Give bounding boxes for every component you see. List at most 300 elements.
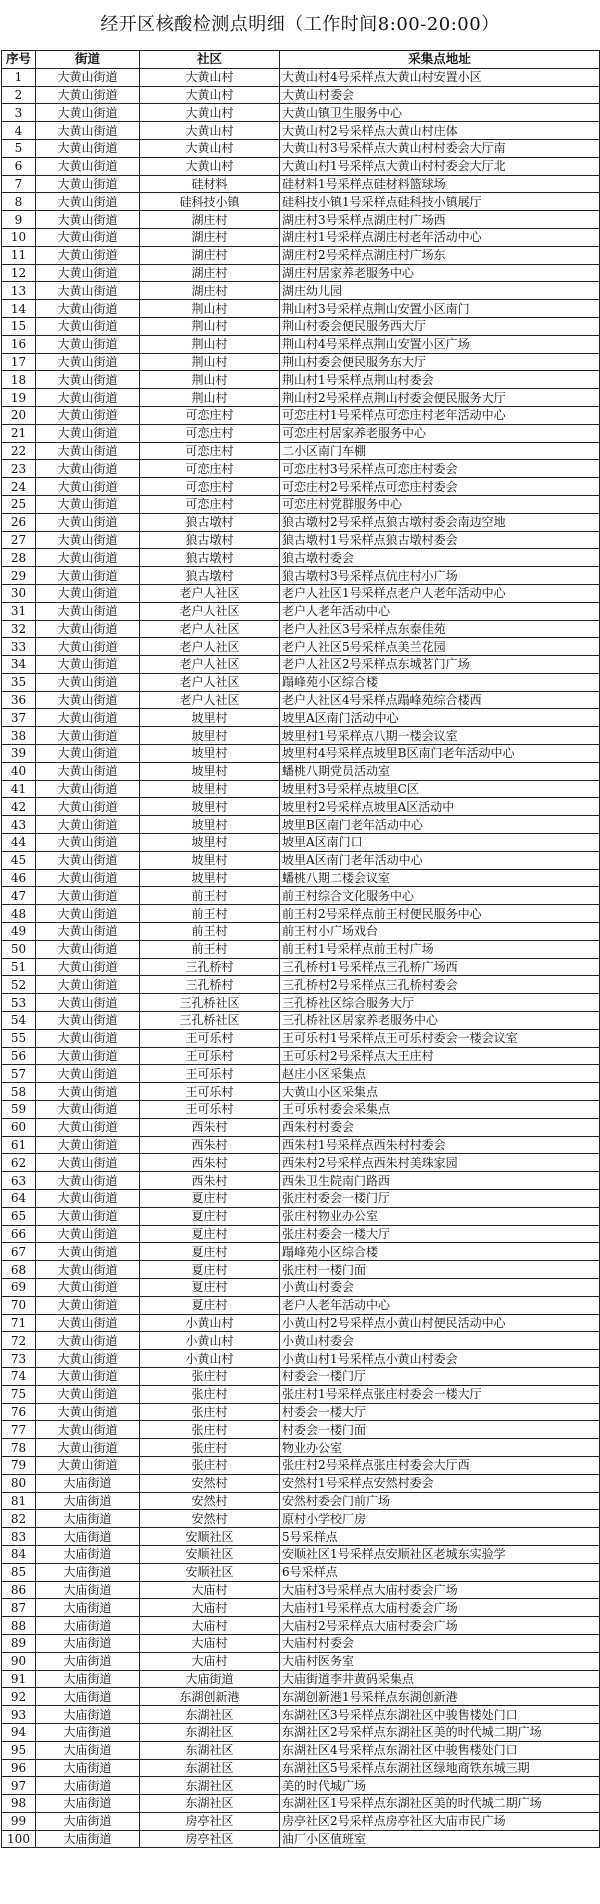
row-street: 大黄山街道 bbox=[36, 905, 140, 923]
row-community: 三孔桥社区 bbox=[140, 994, 280, 1012]
row-index: 20 bbox=[2, 406, 36, 424]
row-community: 前王村 bbox=[140, 887, 280, 905]
row-address: 张庄村物业办公室 bbox=[280, 1207, 600, 1225]
row-street: 大庙街道 bbox=[36, 1545, 140, 1563]
row-address: 小黄山村委会 bbox=[280, 1332, 600, 1350]
row-street: 大黄山街道 bbox=[36, 1154, 140, 1172]
row-street: 大黄山街道 bbox=[36, 1136, 140, 1154]
row-address: 安然村委会门前广场 bbox=[280, 1492, 600, 1510]
row-community: 大黄山村 bbox=[140, 122, 280, 140]
row-index: 5 bbox=[2, 139, 36, 157]
row-address: 三孔桥村2号采样点三孔桥村委会 bbox=[280, 976, 600, 994]
row-community: 安顺社区 bbox=[140, 1528, 280, 1546]
row-street: 大黄山街道 bbox=[36, 923, 140, 941]
table-row bbox=[2, 228, 600, 246]
row-street: 大黄山街道 bbox=[36, 1314, 140, 1332]
row-address: 狼古墩村3号采样点伉庄村小广场 bbox=[280, 567, 600, 585]
row-address: 东湖社区1号采样点东湖社区美的时代城二期广场 bbox=[280, 1795, 600, 1813]
row-index: 67 bbox=[2, 1243, 36, 1261]
row-street: 大黄山街道 bbox=[36, 798, 140, 816]
row-address: 张庄村1号采样点张庄村委会一楼大厅 bbox=[280, 1385, 600, 1403]
table-row bbox=[2, 1545, 600, 1563]
row-community: 可恋庄村 bbox=[140, 442, 280, 460]
row-address: 硅科技小镇1号采样点硅科技小镇展厅 bbox=[280, 193, 600, 211]
row-index: 17 bbox=[2, 353, 36, 371]
row-community: 坡里村 bbox=[140, 869, 280, 887]
row-street: 大黄山街道 bbox=[36, 709, 140, 727]
row-index: 4 bbox=[2, 122, 36, 140]
row-index: 8 bbox=[2, 193, 36, 211]
row-index: 24 bbox=[2, 478, 36, 496]
table-row bbox=[2, 869, 600, 887]
row-street: 大黄山街道 bbox=[36, 104, 140, 122]
row-community: 张庄村 bbox=[140, 1403, 280, 1421]
table-row bbox=[2, 638, 600, 656]
row-community: 王可乐村 bbox=[140, 1101, 280, 1119]
row-index: 74 bbox=[2, 1367, 36, 1385]
row-index: 82 bbox=[2, 1510, 36, 1528]
row-index: 45 bbox=[2, 851, 36, 869]
row-address: 物业办公室 bbox=[280, 1439, 600, 1457]
row-community: 老户人社区 bbox=[140, 584, 280, 602]
row-street: 大黄山街道 bbox=[36, 1101, 140, 1119]
row-index: 23 bbox=[2, 460, 36, 478]
row-community: 三孔桥村 bbox=[140, 958, 280, 976]
row-community: 大黄山村 bbox=[140, 68, 280, 86]
table-row bbox=[2, 1385, 600, 1403]
row-address: 东湖社区5号采样点东湖社区绿地商铁东城三期 bbox=[280, 1759, 600, 1777]
row-index: 14 bbox=[2, 300, 36, 318]
row-street: 大黄山街道 bbox=[36, 1261, 140, 1279]
row-street: 大黄山街道 bbox=[36, 887, 140, 905]
row-address: 坡里村4号采样点坡里B区南门老年活动中心 bbox=[280, 745, 600, 763]
row-community: 小黄山村 bbox=[140, 1314, 280, 1332]
row-address: 坡里村3号采样点坡里C区 bbox=[280, 780, 600, 798]
row-address: 可恋庄村1号采样点可恋庄村老年活动中心 bbox=[280, 406, 600, 424]
row-index: 46 bbox=[2, 869, 36, 887]
row-street: 大黄山街道 bbox=[36, 851, 140, 869]
row-index: 12 bbox=[2, 264, 36, 282]
row-index: 25 bbox=[2, 495, 36, 513]
row-address: 蹋峰苑小区综合楼 bbox=[280, 673, 600, 691]
table-row bbox=[2, 371, 600, 389]
row-community: 老户人社区 bbox=[140, 673, 280, 691]
row-address: 坡里A区南门老年活动中心 bbox=[280, 851, 600, 869]
table-row bbox=[2, 1759, 600, 1777]
row-street: 大黄山街道 bbox=[36, 976, 140, 994]
table-row bbox=[2, 1492, 600, 1510]
row-street: 大黄山街道 bbox=[36, 691, 140, 709]
row-community: 大庙村 bbox=[140, 1617, 280, 1635]
row-address: 前王村小广场戏台 bbox=[280, 923, 600, 941]
row-community: 硅科技小镇 bbox=[140, 193, 280, 211]
row-index: 11 bbox=[2, 246, 36, 264]
row-street: 大黄山街道 bbox=[36, 1332, 140, 1350]
row-community: 西朱村 bbox=[140, 1172, 280, 1190]
row-index: 92 bbox=[2, 1688, 36, 1706]
row-address: 老户人社区2号采样点东城茗门广场 bbox=[280, 656, 600, 674]
row-address: 三孔桥村1号采样点三孔桥广场西 bbox=[280, 958, 600, 976]
row-community: 三孔桥村 bbox=[140, 976, 280, 994]
table-row bbox=[2, 513, 600, 531]
row-address: 前王村1号采样点前王村广场 bbox=[280, 940, 600, 958]
row-community: 大庙村 bbox=[140, 1652, 280, 1670]
table-row bbox=[2, 976, 600, 994]
row-street: 大黄山街道 bbox=[36, 86, 140, 104]
row-street: 大庙街道 bbox=[36, 1830, 140, 1848]
row-street: 大庙街道 bbox=[36, 1617, 140, 1635]
row-index: 61 bbox=[2, 1136, 36, 1154]
row-street: 大黄山街道 bbox=[36, 139, 140, 157]
row-street: 大黄山街道 bbox=[36, 228, 140, 246]
row-index: 75 bbox=[2, 1385, 36, 1403]
row-street: 大黄山街道 bbox=[36, 994, 140, 1012]
row-community: 安顺社区 bbox=[140, 1545, 280, 1563]
row-street: 大黄山街道 bbox=[36, 68, 140, 86]
row-street: 大黄山街道 bbox=[36, 1439, 140, 1457]
row-street: 大黄山街道 bbox=[36, 638, 140, 656]
table-row bbox=[2, 1652, 600, 1670]
row-community: 房亭社区 bbox=[140, 1812, 280, 1830]
table-row bbox=[2, 1439, 600, 1457]
table-row bbox=[2, 460, 600, 478]
table-row bbox=[2, 994, 600, 1012]
row-index: 70 bbox=[2, 1296, 36, 1314]
row-index: 72 bbox=[2, 1332, 36, 1350]
table-row bbox=[2, 762, 600, 780]
row-street: 大黄山街道 bbox=[36, 246, 140, 264]
row-address: 张庄村2号采样点张庄村委会大厅西 bbox=[280, 1456, 600, 1474]
table-row bbox=[2, 1510, 600, 1528]
table-row bbox=[2, 905, 600, 923]
row-community: 安顺社区 bbox=[140, 1563, 280, 1581]
row-index: 93 bbox=[2, 1706, 36, 1724]
row-address: 大黄山村4号采样点大黄山村安置小区 bbox=[280, 68, 600, 86]
row-address: 蟠桃八期党员活动室 bbox=[280, 762, 600, 780]
row-address: 荆山村委会便民服务东大厅 bbox=[280, 353, 600, 371]
row-street: 大黄山街道 bbox=[36, 1350, 140, 1368]
row-community: 夏庄村 bbox=[140, 1278, 280, 1296]
row-street: 大黄山街道 bbox=[36, 353, 140, 371]
row-address: 西朱村2号采样点西朱村美珠家园 bbox=[280, 1154, 600, 1172]
row-street: 大黄山街道 bbox=[36, 406, 140, 424]
row-street: 大庙街道 bbox=[36, 1510, 140, 1528]
row-community: 东湖社区 bbox=[140, 1741, 280, 1759]
row-address: 可恋庄村2号采样点可恋庄村委会 bbox=[280, 478, 600, 496]
row-address: 坡里村1号采样点八期一楼会议室 bbox=[280, 727, 600, 745]
row-index: 26 bbox=[2, 513, 36, 531]
row-community: 东湖社区 bbox=[140, 1759, 280, 1777]
row-index: 99 bbox=[2, 1812, 36, 1830]
row-address: 三孔桥社区综合服务大厅 bbox=[280, 994, 600, 1012]
row-index: 51 bbox=[2, 958, 36, 976]
row-community: 前王村 bbox=[140, 940, 280, 958]
table-row bbox=[2, 122, 600, 140]
row-community: 前王村 bbox=[140, 905, 280, 923]
row-community: 坡里村 bbox=[140, 745, 280, 763]
row-community: 硅材料 bbox=[140, 175, 280, 193]
row-address: 6号采样点 bbox=[280, 1563, 600, 1581]
row-community: 坡里村 bbox=[140, 816, 280, 834]
row-community: 夏庄村 bbox=[140, 1261, 280, 1279]
row-community: 大黄山村 bbox=[140, 139, 280, 157]
row-address: 老户人社区5号采样点美兰花园 bbox=[280, 638, 600, 656]
row-community: 大庙村 bbox=[140, 1634, 280, 1652]
row-address: 荆山村3号采样点荆山安置小区南门 bbox=[280, 300, 600, 318]
row-community: 老户人社区 bbox=[140, 602, 280, 620]
table-body bbox=[2, 68, 600, 1848]
row-index: 86 bbox=[2, 1581, 36, 1599]
row-community: 安然村 bbox=[140, 1492, 280, 1510]
row-index: 60 bbox=[2, 1118, 36, 1136]
row-address: 二小区南门车棚 bbox=[280, 442, 600, 460]
row-street: 大黄山街道 bbox=[36, 1083, 140, 1101]
table-row bbox=[2, 1581, 600, 1599]
row-community: 坡里村 bbox=[140, 780, 280, 798]
row-street: 大黄山街道 bbox=[36, 940, 140, 958]
row-index: 50 bbox=[2, 940, 36, 958]
row-index: 32 bbox=[2, 620, 36, 638]
row-street: 大黄山街道 bbox=[36, 122, 140, 140]
row-index: 57 bbox=[2, 1065, 36, 1083]
table-row bbox=[2, 1706, 600, 1724]
table-row bbox=[2, 424, 600, 442]
row-community: 可恋庄村 bbox=[140, 478, 280, 496]
row-index: 6 bbox=[2, 157, 36, 175]
row-index: 49 bbox=[2, 923, 36, 941]
row-community: 王可乐村 bbox=[140, 1047, 280, 1065]
row-street: 大黄山街道 bbox=[36, 869, 140, 887]
row-community: 荆山村 bbox=[140, 371, 280, 389]
row-address: 西朱卫生院南门路西 bbox=[280, 1172, 600, 1190]
row-address: 湖庄村1号采样点湖庄村老年活动中心 bbox=[280, 228, 600, 246]
row-street: 大黄山街道 bbox=[36, 1385, 140, 1403]
row-community: 张庄村 bbox=[140, 1421, 280, 1439]
row-community: 西朱村 bbox=[140, 1154, 280, 1172]
row-street: 大黄山街道 bbox=[36, 727, 140, 745]
table-row bbox=[2, 602, 600, 620]
table-row bbox=[2, 673, 600, 691]
row-street: 大黄山街道 bbox=[36, 389, 140, 407]
row-community: 老户人社区 bbox=[140, 691, 280, 709]
row-index: 2 bbox=[2, 86, 36, 104]
row-street: 大庙街道 bbox=[36, 1634, 140, 1652]
header-community: 社区 bbox=[140, 51, 280, 69]
row-street: 大黄山街道 bbox=[36, 264, 140, 282]
row-community: 荆山村 bbox=[140, 335, 280, 353]
table-row bbox=[2, 1314, 600, 1332]
row-community: 张庄村 bbox=[140, 1456, 280, 1474]
row-community: 房亭社区 bbox=[140, 1830, 280, 1848]
row-community: 可恋庄村 bbox=[140, 406, 280, 424]
table-row bbox=[2, 1812, 600, 1830]
row-street: 大黄山街道 bbox=[36, 175, 140, 193]
table-row bbox=[2, 1830, 600, 1848]
row-address: 坡里A区南门活动中心 bbox=[280, 709, 600, 727]
row-community: 王可乐村 bbox=[140, 1083, 280, 1101]
row-index: 21 bbox=[2, 424, 36, 442]
row-address: 老户人社区4号采样点蹋峰苑综合楼西 bbox=[280, 691, 600, 709]
row-community: 坡里村 bbox=[140, 709, 280, 727]
row-street: 大庙街道 bbox=[36, 1812, 140, 1830]
row-index: 66 bbox=[2, 1225, 36, 1243]
table-row bbox=[2, 958, 600, 976]
row-index: 55 bbox=[2, 1029, 36, 1047]
row-index: 56 bbox=[2, 1047, 36, 1065]
row-index: 22 bbox=[2, 442, 36, 460]
row-address: 荆山村2号采样点荆山村委会便民服务大厅 bbox=[280, 389, 600, 407]
row-index: 7 bbox=[2, 175, 36, 193]
table-row bbox=[2, 1741, 600, 1759]
row-address: 大黄山小区采集点 bbox=[280, 1083, 600, 1101]
row-street: 大黄山街道 bbox=[36, 1172, 140, 1190]
table-row bbox=[2, 264, 600, 282]
row-address: 荆山村4号采样点荆山安置小区广场 bbox=[280, 335, 600, 353]
row-street: 大黄山街道 bbox=[36, 371, 140, 389]
row-community: 东湖社区 bbox=[140, 1723, 280, 1741]
row-address: 房亭社区2号采样点房亭社区大庙市民广场 bbox=[280, 1812, 600, 1830]
row-street: 大黄山街道 bbox=[36, 531, 140, 549]
row-index: 18 bbox=[2, 371, 36, 389]
row-index: 13 bbox=[2, 282, 36, 300]
row-index: 89 bbox=[2, 1634, 36, 1652]
row-index: 87 bbox=[2, 1599, 36, 1617]
row-index: 30 bbox=[2, 584, 36, 602]
table-row bbox=[2, 406, 600, 424]
row-index: 79 bbox=[2, 1456, 36, 1474]
row-index: 15 bbox=[2, 317, 36, 335]
table-row bbox=[2, 1367, 600, 1385]
row-street: 大庙街道 bbox=[36, 1652, 140, 1670]
table-row bbox=[2, 887, 600, 905]
table-row bbox=[2, 745, 600, 763]
table-row bbox=[2, 1172, 600, 1190]
row-index: 59 bbox=[2, 1101, 36, 1119]
row-index: 28 bbox=[2, 549, 36, 567]
row-street: 大黄山街道 bbox=[36, 1029, 140, 1047]
row-community: 张庄村 bbox=[140, 1385, 280, 1403]
row-address: 油厂小区值班室 bbox=[280, 1830, 600, 1848]
row-community: 前王村 bbox=[140, 923, 280, 941]
row-street: 大黄山街道 bbox=[36, 1190, 140, 1208]
row-address: 赵庄小区采集点 bbox=[280, 1065, 600, 1083]
row-community: 可恋庄村 bbox=[140, 495, 280, 513]
table-header-row bbox=[2, 51, 600, 69]
page-title: 经开区核酸检测点明细（工作时间8:00-20:00） bbox=[100, 14, 500, 35]
table-row bbox=[2, 691, 600, 709]
row-index: 29 bbox=[2, 567, 36, 585]
row-index: 76 bbox=[2, 1403, 36, 1421]
row-community: 坡里村 bbox=[140, 762, 280, 780]
table-row bbox=[2, 1332, 600, 1350]
row-index: 37 bbox=[2, 709, 36, 727]
table-row bbox=[2, 834, 600, 852]
row-address: 湖庄村居家养老服务中心 bbox=[280, 264, 600, 282]
row-community: 坡里村 bbox=[140, 798, 280, 816]
row-street: 大黄山街道 bbox=[36, 1065, 140, 1083]
table-row bbox=[2, 1617, 600, 1635]
table-row bbox=[2, 1688, 600, 1706]
row-community: 西朱村 bbox=[140, 1118, 280, 1136]
row-street: 大黄山街道 bbox=[36, 478, 140, 496]
table-row bbox=[2, 300, 600, 318]
row-street: 大庙街道 bbox=[36, 1741, 140, 1759]
row-community: 坡里村 bbox=[140, 851, 280, 869]
row-community: 大黄山村 bbox=[140, 86, 280, 104]
row-address: 坡里A区南门口 bbox=[280, 834, 600, 852]
row-index: 58 bbox=[2, 1083, 36, 1101]
row-street: 大黄山街道 bbox=[36, 958, 140, 976]
row-address: 村委会一楼门厅 bbox=[280, 1367, 600, 1385]
row-street: 大黄山街道 bbox=[36, 584, 140, 602]
row-index: 3 bbox=[2, 104, 36, 122]
row-address: 前王村综合文化服务中心 bbox=[280, 887, 600, 905]
table-row bbox=[2, 139, 600, 157]
row-address: 大黄山村委会 bbox=[280, 86, 600, 104]
table-row bbox=[2, 282, 600, 300]
row-street: 大黄山街道 bbox=[36, 567, 140, 585]
row-community: 坡里村 bbox=[140, 834, 280, 852]
row-index: 9 bbox=[2, 211, 36, 229]
row-address: 村委会一楼大厅 bbox=[280, 1403, 600, 1421]
row-street: 大黄山街道 bbox=[36, 1225, 140, 1243]
table-row bbox=[2, 1047, 600, 1065]
row-street: 大黄山街道 bbox=[36, 762, 140, 780]
table-row bbox=[2, 193, 600, 211]
row-community: 张庄村 bbox=[140, 1367, 280, 1385]
row-community: 大庙村 bbox=[140, 1599, 280, 1617]
row-street: 大黄山街道 bbox=[36, 1367, 140, 1385]
row-index: 31 bbox=[2, 602, 36, 620]
row-street: 大黄山街道 bbox=[36, 602, 140, 620]
row-street: 大黄山街道 bbox=[36, 549, 140, 567]
row-address: 大黄山村1号采样点大黄山村村委会大厅北 bbox=[280, 157, 600, 175]
row-community: 小黄山村 bbox=[140, 1350, 280, 1368]
row-community: 狼古墩村 bbox=[140, 549, 280, 567]
row-community: 西朱村 bbox=[140, 1136, 280, 1154]
row-street: 大庙街道 bbox=[36, 1670, 140, 1688]
table-row bbox=[2, 584, 600, 602]
row-street: 大黄山街道 bbox=[36, 424, 140, 442]
table-row bbox=[2, 1723, 600, 1741]
row-index: 47 bbox=[2, 887, 36, 905]
row-index: 43 bbox=[2, 816, 36, 834]
row-community: 狼古墩村 bbox=[140, 531, 280, 549]
row-street: 大黄山街道 bbox=[36, 745, 140, 763]
table-row bbox=[2, 353, 600, 371]
row-address: 硅材料1号采样点硅材料篮球场 bbox=[280, 175, 600, 193]
row-index: 39 bbox=[2, 745, 36, 763]
row-index: 42 bbox=[2, 798, 36, 816]
row-street: 大庙街道 bbox=[36, 1492, 140, 1510]
row-street: 大黄山街道 bbox=[36, 1296, 140, 1314]
row-address: 西朱村1号采样点西朱村村委会 bbox=[280, 1136, 600, 1154]
row-index: 100 bbox=[2, 1830, 36, 1848]
row-index: 54 bbox=[2, 1012, 36, 1030]
row-address: 可恋庄村党群服务中心 bbox=[280, 495, 600, 513]
row-index: 90 bbox=[2, 1652, 36, 1670]
row-address: 前王村2号采样点前王村便民服务中心 bbox=[280, 905, 600, 923]
row-address: 张庄村委会一楼门厅 bbox=[280, 1190, 600, 1208]
row-address: 可恋庄村3号采样点可恋庄村委会 bbox=[280, 460, 600, 478]
row-community: 荆山村 bbox=[140, 317, 280, 335]
row-street: 大黄山街道 bbox=[36, 816, 140, 834]
row-community: 荆山村 bbox=[140, 353, 280, 371]
table-row bbox=[2, 709, 600, 727]
row-address: 村委会一楼门面 bbox=[280, 1421, 600, 1439]
row-community: 荆山村 bbox=[140, 300, 280, 318]
row-street: 大黄山街道 bbox=[36, 442, 140, 460]
